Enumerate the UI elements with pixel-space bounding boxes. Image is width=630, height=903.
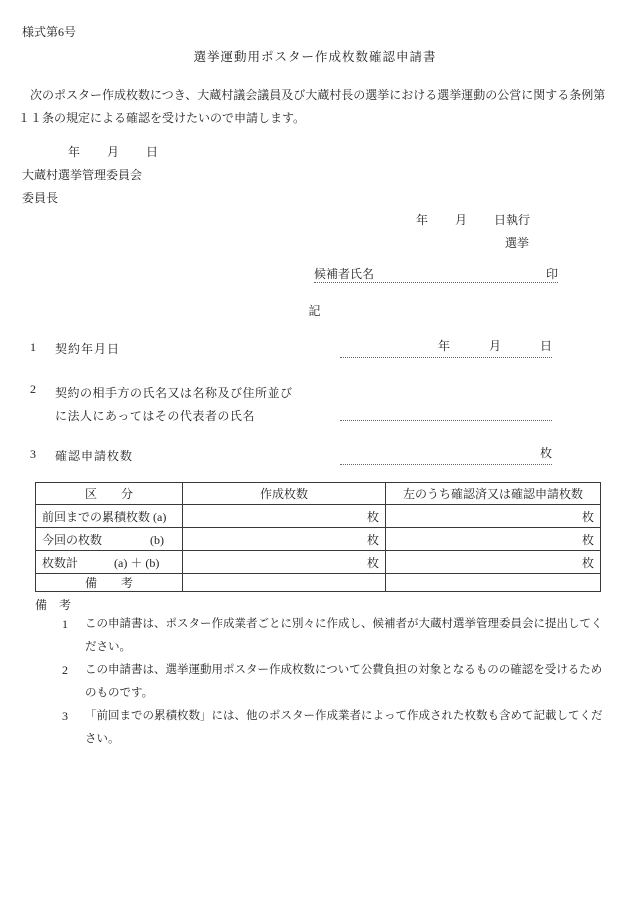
seal-label: 印 bbox=[545, 267, 558, 281]
intro-line-1: 次のポスター作成枚数につき、大蔵村議会議員及び大蔵村長の選挙における選挙運動の公営に関する条例第 bbox=[18, 88, 606, 102]
table-remarks-row bbox=[36, 574, 601, 592]
candidate-name-field[interactable] bbox=[314, 261, 558, 283]
confirmed-count-cell[interactable]: 枚 bbox=[386, 505, 601, 528]
note-2-number: 2 bbox=[62, 663, 68, 677]
item-2-label bbox=[55, 382, 355, 428]
item-2-contract-party-field[interactable] bbox=[340, 398, 552, 421]
committee-name: 大蔵村選挙管理委員会 bbox=[22, 168, 143, 182]
note-item-3 bbox=[62, 705, 610, 751]
item-3-number: 3 bbox=[30, 447, 36, 461]
item-1-number: 1 bbox=[30, 340, 36, 354]
note-3-number: 3 bbox=[62, 709, 68, 723]
remarks-confirmed-cell[interactable] bbox=[386, 574, 601, 592]
item-2-number: 2 bbox=[30, 382, 36, 396]
table-row-total bbox=[36, 551, 601, 574]
remarks-created-cell[interactable] bbox=[183, 574, 386, 592]
intro-paragraph bbox=[18, 84, 618, 130]
candidate-name-label: 候補者氏名 bbox=[314, 267, 375, 281]
table-header-category: 区 分 bbox=[36, 483, 183, 505]
notes-list bbox=[62, 613, 610, 751]
row-label-current-count: 今回の枚数 (b) bbox=[36, 528, 183, 551]
chairman-label: 委員長 bbox=[22, 191, 59, 205]
remarks-label-cell: 備 考 bbox=[36, 574, 183, 592]
election-label: 選挙 bbox=[505, 236, 530, 250]
item-1-contract-date-field[interactable]: 年 月 日 bbox=[340, 335, 552, 358]
note-1-number: 1 bbox=[62, 617, 68, 631]
note-item-1 bbox=[62, 613, 610, 659]
confirmed-count-cell[interactable]: 枚 bbox=[386, 551, 601, 574]
application-date-line[interactable]: 年 月 日 bbox=[68, 145, 159, 159]
created-count-cell[interactable]: 枚 bbox=[183, 528, 386, 551]
created-count-cell[interactable]: 枚 bbox=[183, 551, 386, 574]
item-3-label: 確認申請枚数 bbox=[55, 449, 134, 463]
item-1-label: 契約年月日 bbox=[55, 342, 121, 356]
notes-heading: 備 考 bbox=[35, 598, 72, 612]
poster-count-table bbox=[35, 482, 601, 592]
note-2-text: この申請書は、選挙運動用ポスター作成枚数について公費負担の対象となるものの確認を受けるためのものです。 bbox=[85, 664, 603, 699]
table-header-created: 作成枚数 bbox=[183, 483, 386, 505]
row-label-previous-total: 前回までの累積枚数 (a) bbox=[36, 505, 183, 528]
form-number: 様式第6号 bbox=[22, 25, 77, 39]
created-count-cell[interactable]: 枚 bbox=[183, 505, 386, 528]
note-item-2 bbox=[62, 659, 610, 705]
election-date-line[interactable]: 年 月 日執行 bbox=[416, 213, 531, 227]
table-header-row bbox=[36, 483, 601, 505]
table-row-current-count bbox=[36, 528, 601, 551]
item-2-label-line-2: に法人にあってはその代表者の氏名 bbox=[55, 409, 255, 423]
item-3-requested-count-field[interactable]: 枚 bbox=[340, 442, 552, 465]
row-label-total: 枚数計 (a) ＋ (b) bbox=[36, 551, 183, 574]
ki-heading: 記 bbox=[308, 304, 322, 318]
confirmed-count-cell[interactable]: 枚 bbox=[386, 528, 601, 551]
document-title: 選挙運動用ポスター作成枚数確認申請書 bbox=[193, 50, 437, 64]
table-row-previous-total bbox=[36, 505, 601, 528]
note-3-text: 「前回までの累積枚数」には、他のポスター作成業者によって作成された枚数も含めて記載してください。 bbox=[85, 710, 603, 745]
item-2-label-line-1: 契約の相手方の氏名又は名称及び住所並び bbox=[55, 386, 293, 400]
intro-line-2: １１条の規定による確認を受けたいので申請します。 bbox=[18, 111, 306, 125]
note-1-text: この申請書は、ポスター作成業者ごとに別々に作成し、候補者が大蔵村選挙管理委員会に提出してください。 bbox=[85, 618, 603, 653]
table-header-confirmed: 左のうち確認済又は確認申請枚数 bbox=[386, 483, 601, 505]
